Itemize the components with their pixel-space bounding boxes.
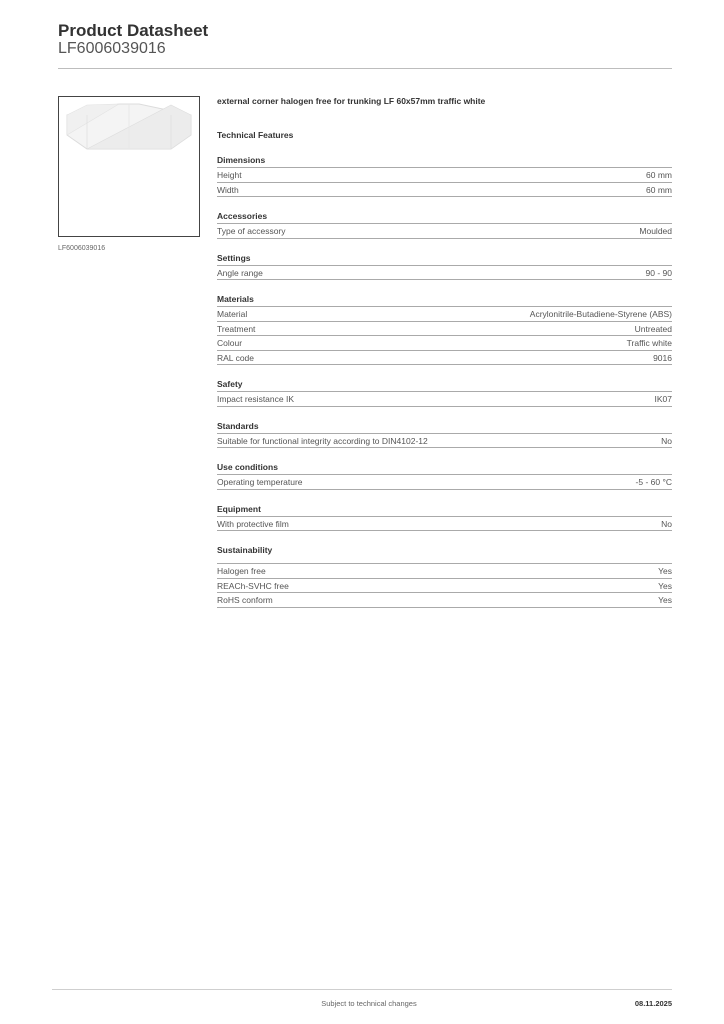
section-equipment bbox=[217, 504, 672, 532]
section-title: Safety bbox=[217, 379, 243, 389]
feature-value: 90 - 90 bbox=[645, 267, 672, 278]
product-code: LF6006039016 bbox=[58, 40, 166, 57]
feature-value: Yes bbox=[658, 580, 672, 591]
feature-row bbox=[217, 306, 672, 321]
section-title: Equipment bbox=[217, 503, 261, 514]
product-description: external corner halogen free for trunking LF 60x57mm traffic white bbox=[217, 96, 486, 106]
section-sustainability bbox=[217, 545, 672, 608]
feature-label: Material bbox=[217, 309, 248, 319]
section-rows bbox=[217, 223, 672, 239]
feature-row bbox=[217, 516, 672, 532]
section-rows bbox=[217, 563, 672, 608]
feature-value: Acrylonitrile-Butadiene-Styrene (ABS) bbox=[529, 309, 672, 319]
technical-features-heading: Technical Features bbox=[217, 130, 294, 140]
feature-row bbox=[217, 265, 672, 281]
footer-divider bbox=[52, 989, 672, 990]
section-standards bbox=[217, 421, 672, 449]
feature-value: Yes bbox=[658, 566, 672, 576]
feature-label: Operating temperature bbox=[217, 477, 303, 487]
feature-row bbox=[217, 167, 672, 182]
section-title: Materials bbox=[217, 294, 254, 304]
feature-label: REACh-SVHC free bbox=[217, 580, 289, 591]
section-rows bbox=[217, 167, 672, 197]
feature-value: IK07 bbox=[654, 394, 672, 404]
feature-label: With protective film bbox=[217, 518, 289, 529]
page-title: Product Datasheet bbox=[58, 21, 209, 40]
section-materials bbox=[217, 294, 672, 365]
feature-label: Width bbox=[217, 184, 239, 195]
footer-date: 08.11.2025 bbox=[634, 999, 672, 1008]
feature-label: RAL code bbox=[217, 352, 255, 363]
feature-row bbox=[217, 335, 672, 350]
section-rows bbox=[217, 391, 672, 407]
section-title: Use conditions bbox=[217, 462, 278, 472]
feature-label: Treatment bbox=[217, 323, 256, 334]
product-image bbox=[58, 96, 200, 237]
feature-row bbox=[217, 223, 672, 239]
feature-label: Angle range bbox=[217, 267, 263, 278]
image-caption: LF6006039016 bbox=[58, 245, 106, 252]
header-divider bbox=[58, 68, 672, 69]
feature-row bbox=[217, 578, 672, 593]
feature-label: Halogen free bbox=[217, 566, 266, 576]
feature-value: Traffic white bbox=[626, 338, 672, 348]
section-rows bbox=[217, 306, 672, 365]
feature-value: No bbox=[661, 518, 672, 529]
feature-value: Moulded bbox=[639, 226, 672, 236]
feature-label: RoHS conform bbox=[217, 595, 273, 605]
feature-row bbox=[217, 350, 672, 366]
section-rows bbox=[217, 474, 672, 490]
section-dimensions bbox=[217, 155, 672, 197]
feature-sections bbox=[217, 155, 672, 608]
feature-value: 9016 bbox=[653, 352, 672, 363]
section-rows bbox=[217, 433, 672, 449]
feature-row bbox=[217, 592, 672, 608]
feature-value: Untreated bbox=[634, 323, 672, 334]
feature-row bbox=[217, 182, 672, 198]
feature-label: Colour bbox=[217, 338, 243, 348]
feature-value: No bbox=[661, 435, 672, 446]
footer-note: Subject to technical changes bbox=[321, 999, 417, 1008]
feature-value: 60 mm bbox=[646, 170, 672, 180]
section-title: Settings bbox=[217, 252, 251, 263]
section-settings bbox=[217, 253, 672, 281]
section-title: Accessories bbox=[217, 211, 268, 221]
feature-row bbox=[217, 563, 672, 578]
feature-value: Yes bbox=[658, 595, 672, 605]
feature-label: Type of accessory bbox=[217, 226, 286, 236]
feature-row bbox=[217, 433, 672, 449]
feature-row bbox=[217, 474, 672, 490]
corner-piece-illustration bbox=[59, 97, 199, 236]
section-title: Dimensions bbox=[217, 155, 266, 165]
feature-value: 60 mm bbox=[646, 184, 672, 195]
feature-label: Suitable for functional integrity according to DIN4102-12 bbox=[217, 435, 428, 446]
feature-value: -5 - 60 °C bbox=[635, 477, 672, 487]
datasheet-content bbox=[217, 96, 672, 622]
section-rows bbox=[217, 265, 672, 281]
section-title: Sustainability bbox=[217, 545, 273, 555]
feature-label: Impact resistance IK bbox=[217, 394, 295, 404]
feature-row bbox=[217, 391, 672, 407]
section-rows bbox=[217, 516, 672, 532]
section-use-conditions bbox=[217, 462, 672, 490]
section-safety bbox=[217, 379, 672, 407]
section-accessories bbox=[217, 211, 672, 239]
feature-label: Height bbox=[217, 170, 242, 180]
section-title: Standards bbox=[217, 420, 259, 431]
feature-row bbox=[217, 321, 672, 336]
